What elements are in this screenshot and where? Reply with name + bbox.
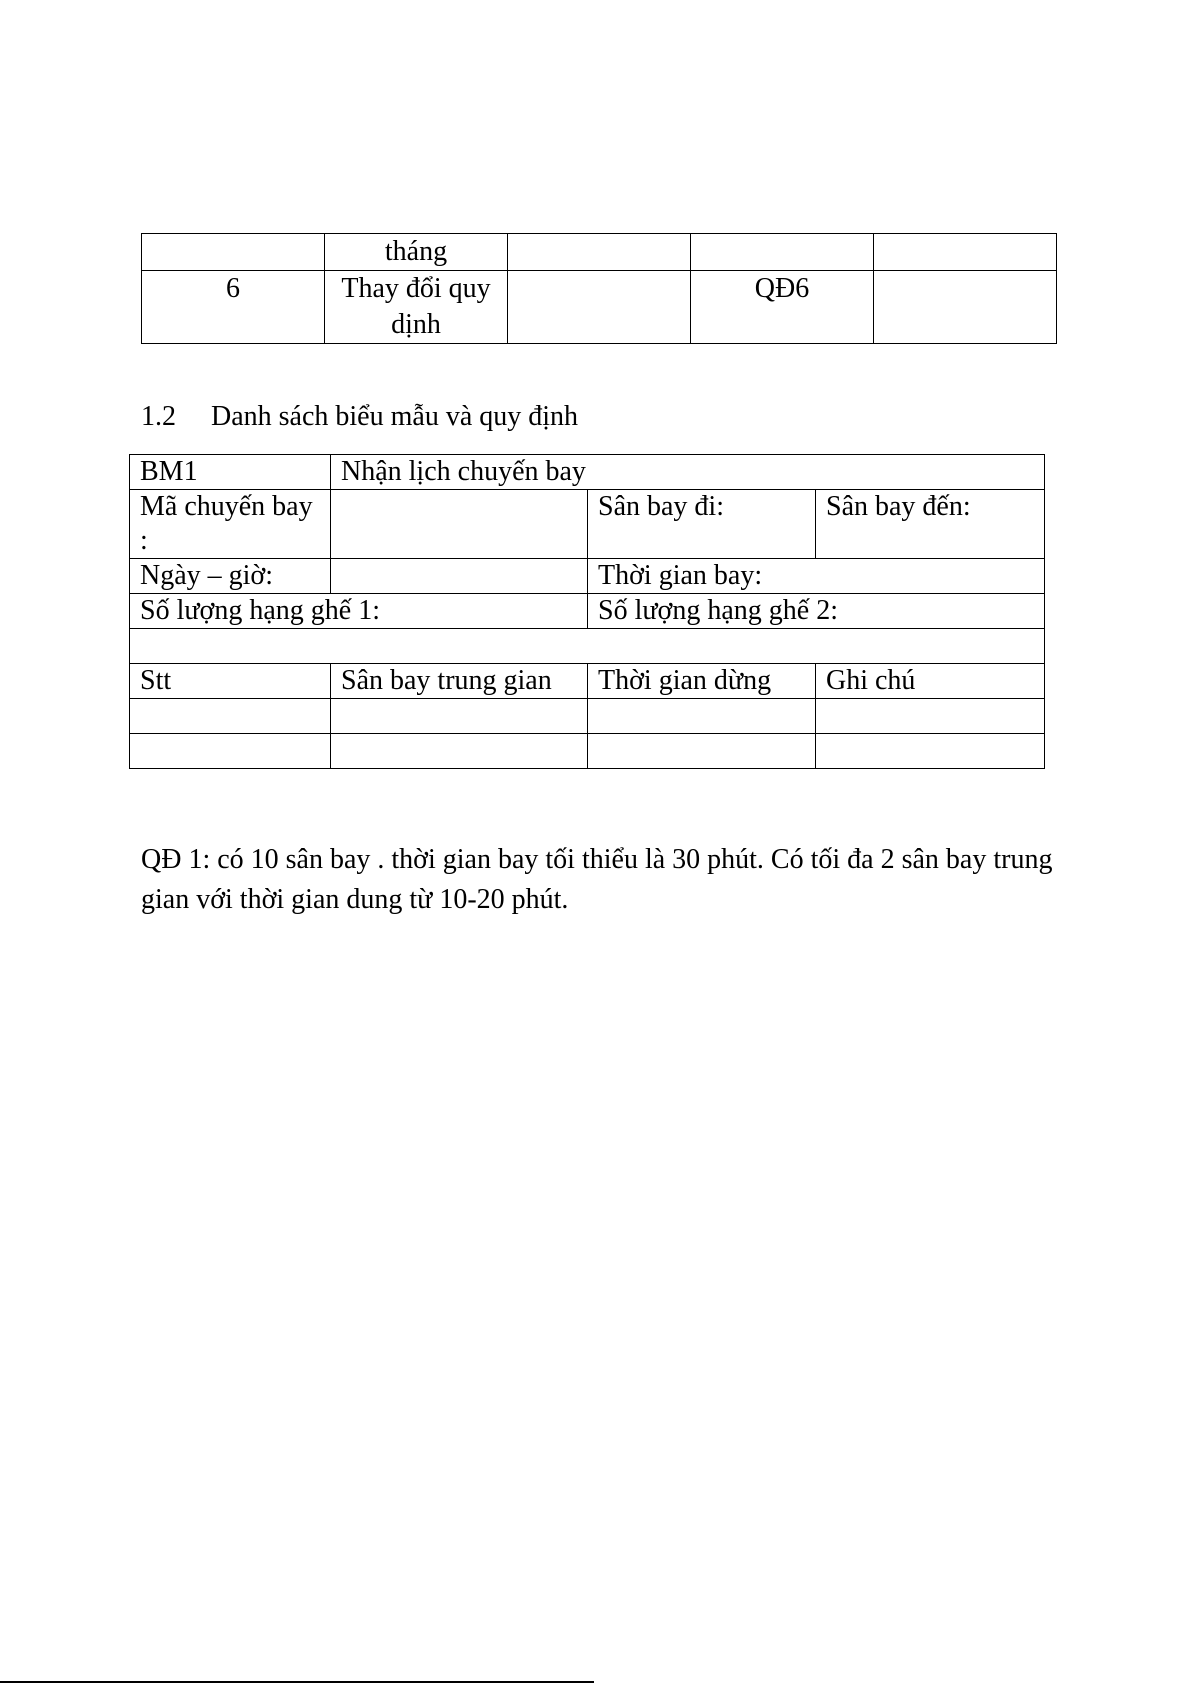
section-heading — [141, 398, 578, 436]
feature-table — [141, 233, 1057, 344]
table-cell — [874, 271, 1057, 344]
table-cell — [331, 699, 588, 734]
footnote-separator — [0, 1681, 594, 1683]
table-row — [142, 271, 1057, 344]
table-cell: QĐ6 — [691, 271, 874, 344]
table-cell: Thay đổi quy dịnh — [325, 271, 508, 344]
table-cell — [816, 734, 1045, 769]
table-cell: tháng — [325, 234, 508, 271]
table-cell: 6 — [142, 271, 325, 344]
table-cell — [130, 734, 331, 769]
header-stopover-airport: Sân bay trung gian — [331, 664, 588, 699]
class1-label: Số lượng hạng ghế 1: — [130, 594, 588, 629]
datetime-label: Ngày – giờ: — [130, 559, 331, 594]
header-stop-time: Thời gian dừng — [588, 664, 816, 699]
table-row — [142, 234, 1057, 271]
header-note: Ghi chú — [816, 664, 1045, 699]
table-cell — [588, 734, 816, 769]
class2-label: Số lượng hạng ghế 2: — [588, 594, 1045, 629]
flight-code-label: Mã chuyến bay : — [130, 490, 331, 559]
table-row — [130, 734, 1045, 769]
table-cell — [691, 234, 874, 271]
form-bm1-table — [129, 454, 1045, 769]
table-row — [130, 664, 1045, 699]
section-title: Danh sách biểu mẫu và quy định — [211, 401, 579, 432]
table-cell — [331, 734, 588, 769]
table-cell — [816, 699, 1045, 734]
flight-code-value — [331, 490, 588, 559]
table-row — [130, 629, 1045, 664]
arrival-label: Sân bay đến: — [816, 490, 1045, 559]
table-row — [130, 490, 1045, 559]
table-cell — [130, 699, 331, 734]
duration-label: Thời gian bay: — [588, 559, 1045, 594]
form-title: Nhận lịch chuyến bay — [331, 455, 1045, 490]
section-number: 1.2 — [141, 401, 176, 432]
table-cell — [588, 699, 816, 734]
spacer-row — [130, 629, 1045, 664]
table-cell — [508, 234, 691, 271]
table-row — [130, 455, 1045, 490]
table-row — [130, 699, 1045, 734]
table-cell — [142, 234, 325, 271]
form-code: BM1 — [130, 455, 331, 490]
rule-qd1-text: QĐ 1: có 10 sân bay . thời gian bay tối thiểu là 30 phút. Có tối đa 2 sân bay trung gian với thời gian dung từ 10-20 phút. — [141, 844, 1053, 915]
table-cell — [508, 271, 691, 344]
departure-label: Sân bay đi: — [588, 490, 816, 559]
table-row — [130, 559, 1045, 594]
datetime-value — [331, 559, 588, 594]
header-stt: Stt — [130, 664, 331, 699]
table-cell — [874, 234, 1057, 271]
table-row — [130, 594, 1045, 629]
